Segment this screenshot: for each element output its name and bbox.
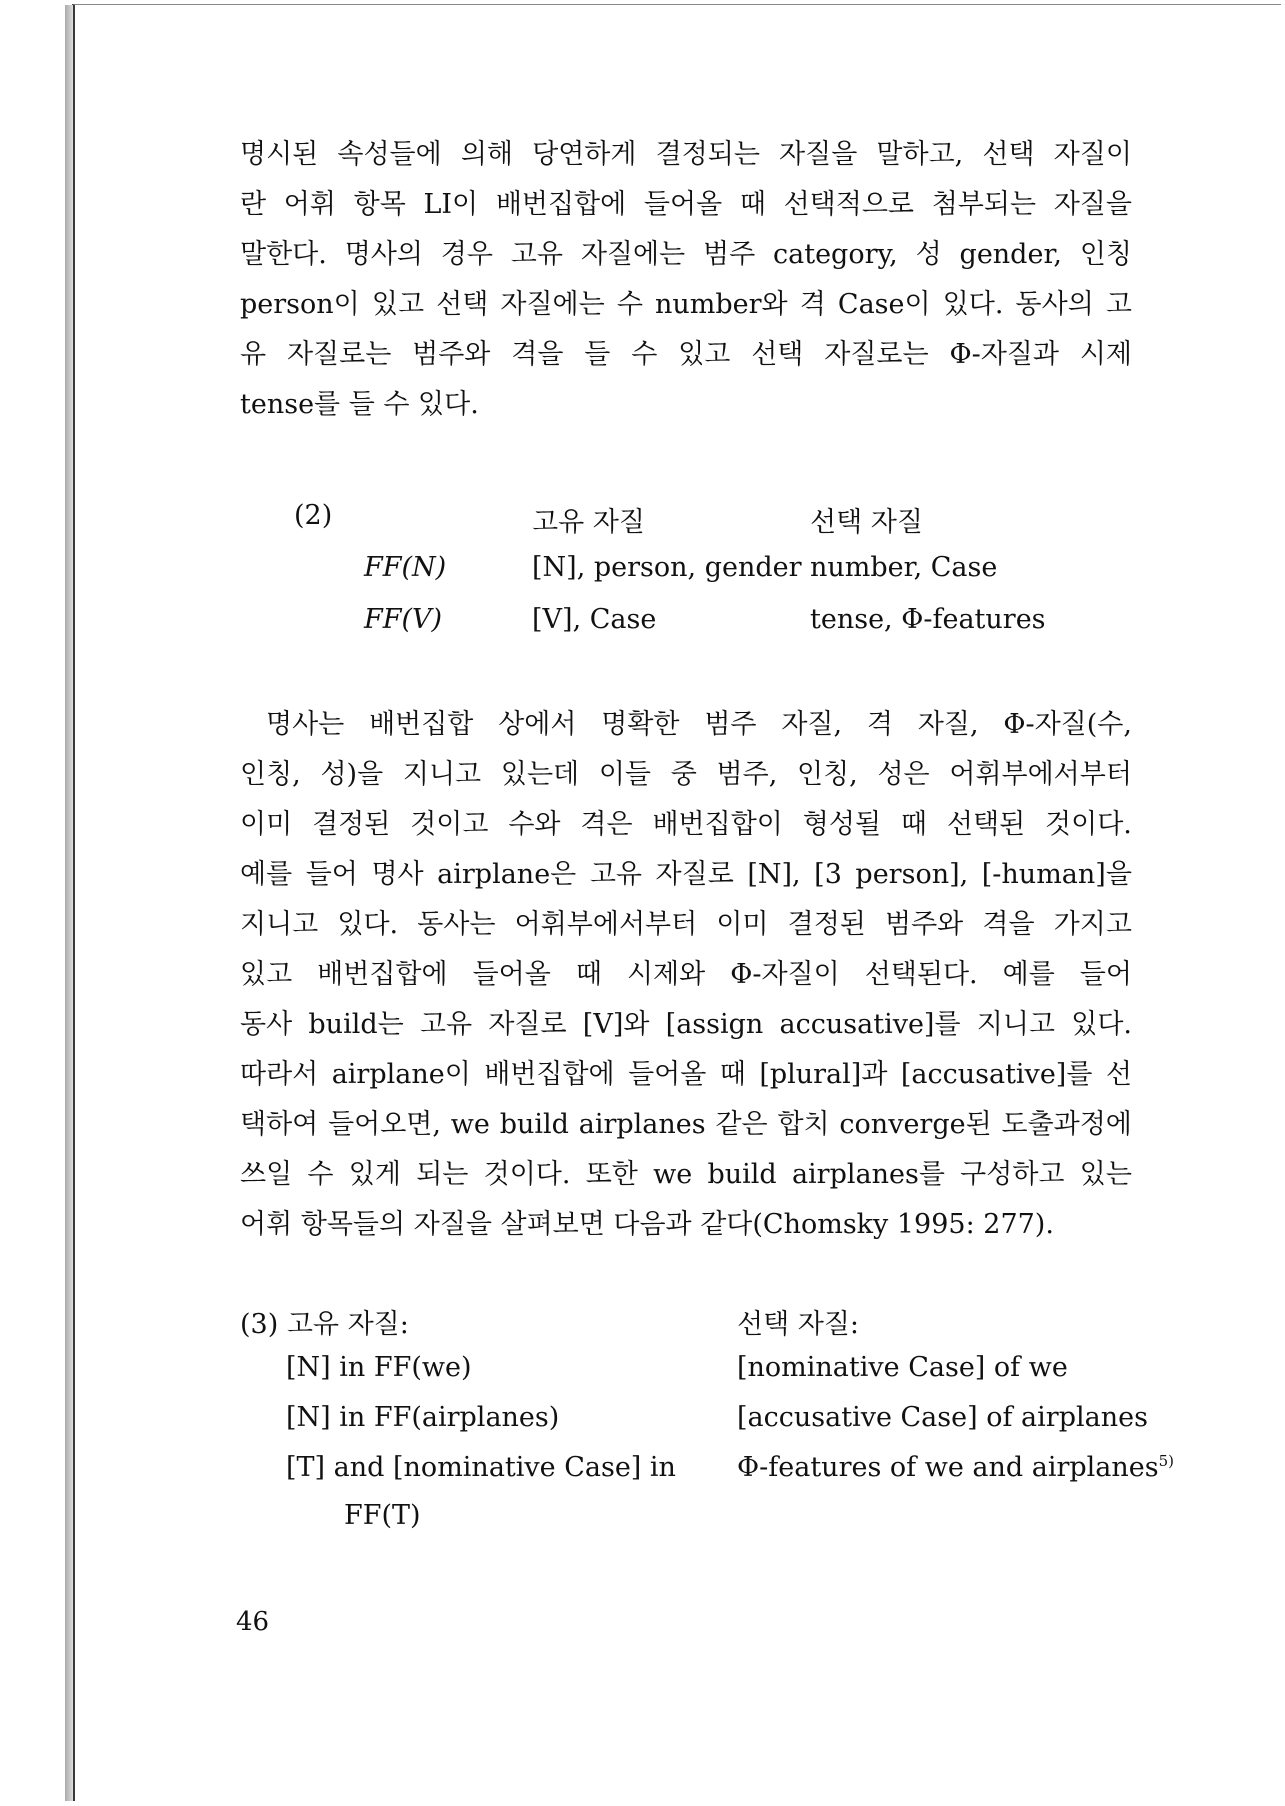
word: 어휘 [283, 189, 336, 220]
word: [-human]을 [981, 859, 1132, 890]
word: 수 [616, 289, 643, 320]
word: 결정된 [787, 909, 866, 940]
word: 있는데 [500, 759, 580, 790]
word: person], [855, 859, 969, 890]
text-line [240, 130, 1132, 180]
word: 중 [670, 759, 697, 790]
word: LI이 [423, 189, 479, 220]
word: converge된 [839, 1109, 992, 1140]
text-line [240, 900, 1132, 950]
word: build [707, 1159, 777, 1190]
word: 있고 [678, 339, 731, 370]
word: 자질, [781, 709, 843, 740]
word: 또한 [585, 1159, 638, 1190]
word: 따라서 [240, 1059, 319, 1090]
footnote-mark: 5) [1158, 1452, 1175, 1470]
word: 명사의 [344, 239, 423, 270]
word: 결정되는 [655, 139, 760, 170]
word: 범주 [704, 709, 757, 740]
word: 자질에는 [580, 239, 686, 270]
word: 성은 [877, 759, 930, 790]
word: 배번집합에 [317, 959, 448, 990]
word: 선택적으로 [783, 189, 915, 220]
word: 있는 [1079, 1159, 1132, 1190]
inherent-item: FF(T) [344, 1500, 421, 1531]
word: [N], [747, 859, 801, 890]
word: 어휘부에서부터 [514, 909, 698, 940]
word: gender, [959, 239, 1062, 270]
text-line [240, 1000, 1132, 1050]
word: 명확한 [601, 709, 680, 740]
word: 경우 [440, 239, 493, 270]
word: 유 [240, 339, 267, 370]
word: 격은 [580, 809, 633, 840]
word: airplanes [578, 1109, 706, 1140]
word: 있고 [371, 289, 425, 320]
word: 예를 [1002, 959, 1055, 990]
word: 고 [1105, 289, 1132, 320]
word: 범주, [716, 759, 778, 790]
word: 고유 [510, 239, 563, 270]
word: 자질을 [779, 139, 858, 170]
row-label: FF(N) [364, 552, 447, 583]
inherent-item: [T] and [nominative Case] in [286, 1452, 676, 1483]
word: 명사 [371, 859, 424, 890]
word: 격을 [511, 339, 564, 370]
word: 격 [799, 289, 826, 320]
text-line [240, 1050, 1132, 1100]
text-line [240, 750, 1132, 800]
word: 있게 [348, 1159, 401, 1190]
header-inherent: 고유 자질 [532, 507, 645, 538]
word: 배번집합에 [484, 1059, 615, 1090]
word: 선택 [751, 339, 804, 370]
word: build는 [308, 1009, 404, 1040]
word: 선택된 [946, 809, 1026, 840]
word: 같은 [715, 1109, 768, 1140]
text-line [240, 280, 1132, 330]
paragraph-1 [240, 130, 1132, 430]
word: 성)을 [320, 759, 384, 790]
text-line [240, 950, 1132, 1000]
text-line [240, 230, 1132, 280]
word: Case이 [837, 289, 931, 320]
word: 어휘부에서부터 [949, 759, 1132, 790]
word: 격을 [982, 909, 1035, 940]
word: 자질을 [1053, 189, 1132, 220]
word: 구성하고 [960, 1159, 1065, 1190]
word: [3 [814, 859, 842, 890]
word: 되는 [416, 1159, 469, 1190]
word: 들어오면, [328, 1109, 441, 1140]
text-line [240, 1150, 1132, 1200]
word: Φ-자질(수, [1003, 709, 1132, 740]
word: 시제와 [626, 959, 706, 990]
text-line [240, 800, 1132, 850]
word: 첨부되는 [931, 189, 1037, 220]
word: 있고 [240, 959, 293, 990]
word: we [450, 1109, 490, 1140]
word: 결정된 [312, 809, 391, 840]
word: 명사는 [266, 709, 345, 740]
word: 있다. [337, 909, 399, 940]
word: 인칭, [797, 759, 858, 790]
inherent-item: [N] in FF(airplanes) [286, 1402, 560, 1433]
row-inherent: [N], person, gender [532, 552, 802, 583]
text-line [240, 180, 1132, 230]
word: 동사는 [417, 909, 496, 940]
word: 것이고 [410, 809, 489, 840]
paragraph-2 [240, 700, 1132, 1250]
row-optional: tense, Φ-features [810, 604, 1046, 635]
word: 이미 [240, 809, 293, 840]
word: 수 [307, 1159, 334, 1190]
word: we [653, 1159, 693, 1190]
word: 가지고 [1053, 909, 1132, 940]
word: 자질로 [655, 859, 734, 890]
word: 합치 [777, 1109, 830, 1140]
word: 들 [584, 339, 611, 370]
word: 지니고 [402, 759, 482, 790]
word: 배번집합이 [652, 809, 783, 840]
word: 시제 [1079, 339, 1132, 370]
word: 범주와 [885, 909, 964, 940]
word: [V]와 [582, 1009, 650, 1040]
text-line [240, 330, 1132, 380]
row-label: FF(V) [364, 604, 443, 635]
word: 있다. [1071, 1009, 1132, 1040]
word: 인칭 [1079, 239, 1132, 270]
word: 자질이 [1053, 139, 1132, 170]
example-number: (2) [294, 500, 333, 531]
word: 상에서 [498, 709, 577, 740]
word: 당연하게 [532, 139, 637, 170]
word: 자질, [917, 709, 979, 740]
word: airplane이 [331, 1059, 471, 1090]
word: 인칭, [240, 759, 301, 790]
word: 들어올 [643, 189, 723, 220]
word: 란 [240, 189, 267, 220]
word: category, [773, 239, 898, 270]
word: 예를 [240, 859, 293, 890]
row-inherent: [V], Case [532, 604, 657, 635]
word: 때 [719, 1059, 746, 1090]
word: [assign [665, 1009, 764, 1040]
word: build [499, 1109, 569, 1140]
word: 선택된다. [864, 959, 978, 990]
word: 성 [915, 239, 942, 270]
word: 의해 [460, 139, 513, 170]
word: accusative]를 [779, 1009, 961, 1040]
word: airplane은 [437, 859, 577, 890]
word: 말하고, [876, 139, 964, 170]
word: 있다. [942, 289, 1004, 320]
word: 것이다. [1045, 809, 1132, 840]
word: 이미 [716, 909, 769, 940]
word: 들어올 [628, 1059, 707, 1090]
word: 이들 [598, 759, 651, 790]
word: 때 [739, 189, 766, 220]
word: 격 [866, 709, 893, 740]
optional-item: [nominative Case] of we [737, 1352, 1068, 1383]
word: 속성들에 [337, 139, 442, 170]
word: 것이다. [483, 1159, 571, 1190]
header-optional: 선택 자질: [737, 1309, 860, 1340]
word: Φ-자질과 [949, 339, 1059, 370]
word: 배번집합 [369, 709, 474, 740]
word: 자질로는 [286, 339, 392, 370]
word: 때 [575, 959, 602, 990]
text-line: tense를 들 수 있다. [240, 389, 479, 420]
text-line [240, 700, 1132, 750]
row-optional: number, Case [810, 552, 998, 583]
word: 자질로 [488, 1009, 567, 1040]
word: number와 [655, 289, 788, 320]
text-line [240, 850, 1132, 900]
word: 범주 [702, 239, 756, 270]
optional-item [737, 1452, 1174, 1483]
word: 선 [1105, 1059, 1132, 1090]
word: person이 [240, 289, 360, 320]
word: 범주와 [412, 339, 491, 370]
page-number: 46 [236, 1607, 270, 1637]
word: 말한다. [240, 239, 327, 270]
word: 선택 [982, 139, 1035, 170]
word: 선택 [436, 289, 489, 320]
word: 쓰일 [240, 1159, 293, 1190]
word: airplanes를 [791, 1159, 945, 1190]
word: 수 [631, 339, 658, 370]
word: 배번집합에 [495, 189, 627, 220]
word: 고유 [419, 1009, 473, 1040]
optional-item: [accusative Case] of airplanes [737, 1402, 1148, 1433]
word: 자질로는 [824, 339, 929, 370]
word: 형성될 [802, 809, 882, 840]
word: 지니고 [240, 909, 319, 940]
word: 수와 [508, 809, 561, 840]
header-optional: 선택 자질 [810, 507, 923, 538]
word: 지니고 [976, 1009, 1056, 1040]
word: Φ-자질이 [730, 959, 840, 990]
word: 때 [900, 809, 928, 840]
word: 자질에는 [500, 289, 605, 320]
word: [accusative]를 [900, 1059, 1093, 1090]
word: 동사의 [1015, 289, 1094, 320]
word: 들어 [305, 859, 358, 890]
optional-item-text: Φ-features of we and airplanes [737, 1452, 1159, 1483]
word: 동사 [240, 1009, 293, 1040]
word: 택하여 [240, 1109, 319, 1140]
inherent-item: [N] in FF(we) [286, 1352, 472, 1383]
word: 들어올 [472, 959, 551, 990]
word: 항목 [353, 189, 406, 220]
word: 고유 [589, 859, 642, 890]
word: [plural]과 [759, 1059, 888, 1090]
word: 명시된 [240, 139, 319, 170]
word: 들어 [1079, 959, 1132, 990]
text-line [240, 1100, 1132, 1150]
word: 도출과정에 [1001, 1109, 1132, 1140]
header-inherent: (3) 고유 자질: [240, 1309, 409, 1340]
text-line: 어휘 항목들의 자질을 살펴보면 다음과 같다(Chomsky 1995: 277). [240, 1209, 1054, 1240]
